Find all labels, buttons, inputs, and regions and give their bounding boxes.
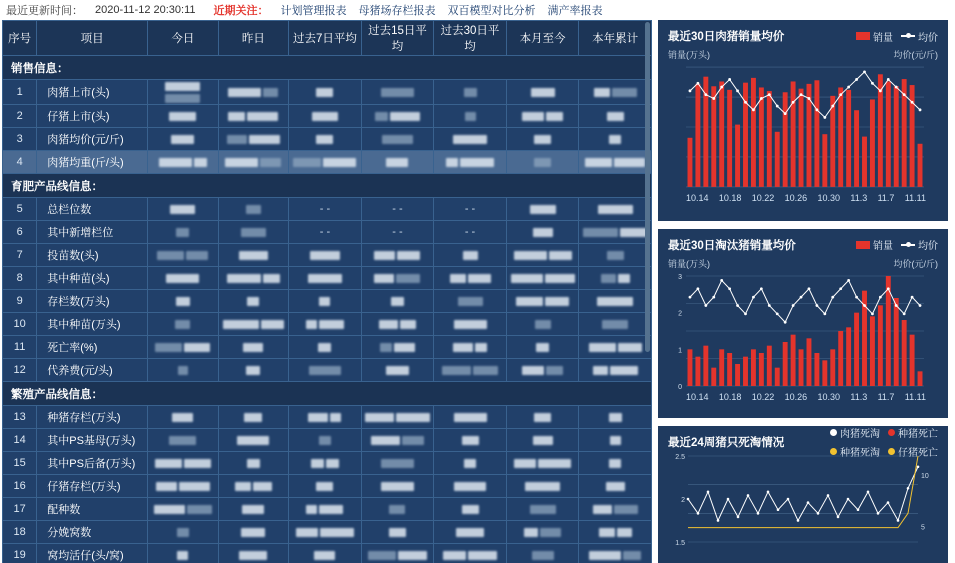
focus-label: 近期关注： (213, 5, 269, 17)
svg-text:2: 2 (678, 310, 682, 318)
row-item-name: 种猪存栏(万头) (37, 406, 148, 429)
link-full-capacity-report[interactable]: 满产率报表 (547, 5, 603, 17)
row-value-cell (218, 406, 289, 429)
update-time-label: 最近更新时间： (6, 5, 83, 17)
svg-text:0: 0 (678, 383, 682, 391)
row-value-cell (148, 290, 219, 313)
row-value-cell (148, 221, 219, 244)
x-tick-label: 10.30 (817, 391, 841, 402)
row-item-name: 配种数 (37, 498, 148, 521)
row-value-cell (218, 105, 289, 128)
legend-line-swatch (901, 35, 915, 37)
col-index: 序号 (3, 21, 37, 56)
legend2-label-volume: 销量 (873, 241, 893, 253)
row-item-name: 分娩窝数 (37, 521, 148, 544)
x-tick-label: 10.30 (817, 193, 841, 203)
row-item-name: 死亡率(%) (37, 336, 148, 359)
row-index: 18 (3, 521, 37, 544)
row-value-cell (148, 267, 219, 290)
row-value-cell (506, 80, 579, 105)
row-value-cell (289, 498, 362, 521)
row-item-name: 代养费(元/头) (37, 359, 148, 382)
charts-column (658, 20, 948, 563)
row-value-cell (361, 151, 434, 174)
col-month-to-date: 本月至今 (506, 21, 579, 56)
chart2-axis-names (668, 257, 938, 270)
row-value-cell (506, 244, 579, 267)
row-item-name: 肉猪上市(头) (37, 80, 148, 105)
indicator-table (2, 20, 652, 563)
legend3-item-fatten-cull[interactable] (830, 426, 880, 440)
legend-item-volume[interactable] (856, 29, 893, 44)
row-value-cell (289, 80, 362, 105)
row-value-cell: - - (289, 221, 362, 244)
row-value-cell (506, 336, 579, 359)
table-row[interactable] (3, 267, 652, 290)
row-value-cell (434, 151, 507, 174)
chart2-xlabels (668, 392, 938, 402)
col-today: 今日 (148, 21, 219, 56)
legend3-dot-red (888, 429, 895, 436)
col-item: 项目 (37, 21, 148, 56)
row-item-name: 其中种苗(头) (37, 267, 148, 290)
table-row[interactable] (3, 429, 652, 452)
col-avg30: 过去30日平均 (434, 21, 507, 56)
row-value-cell (361, 290, 434, 313)
legend2-bar-swatch (856, 241, 870, 249)
row-item-name: 总栏位数 (37, 198, 148, 221)
x-tick-label: 10.26 (784, 193, 808, 203)
row-value-cell (289, 544, 362, 563)
row-value-cell (218, 221, 289, 244)
row-item-name: 其中PS基母(万头) (37, 429, 148, 452)
row-value-cell (434, 406, 507, 429)
legend2-label-price: 均价 (918, 241, 938, 253)
x-tick-label: 11.7 (877, 193, 895, 203)
row-index: 14 (3, 429, 37, 452)
row-value-cell (148, 313, 219, 336)
top-bar (0, 0, 955, 20)
row-value-cell (506, 198, 579, 221)
row-value-cell (289, 267, 362, 290)
row-index: 19 (3, 544, 37, 563)
row-value-cell (218, 128, 289, 151)
row-value-cell (579, 452, 652, 475)
row-value-cell (218, 475, 289, 498)
table-row[interactable] (3, 244, 652, 267)
x-tick-label: 11.7 (877, 391, 895, 402)
table-row[interactable] (3, 336, 652, 359)
row-value-cell (579, 521, 652, 544)
svg-text:5: 5 (921, 524, 925, 532)
row-value-cell (361, 498, 434, 521)
legend2-line-swatch (901, 244, 915, 246)
row-value-cell (289, 105, 362, 128)
row-value-cell (506, 544, 579, 563)
row-value-cell (361, 544, 434, 563)
table-row[interactable] (3, 359, 652, 382)
chart1-xlabels (668, 193, 938, 203)
row-value-cell (506, 221, 579, 244)
row-value-cell (289, 429, 362, 452)
row-value-cell (361, 80, 434, 105)
row-value-cell (506, 452, 579, 475)
row-value-cell (148, 406, 219, 429)
row-value-cell: - - (289, 198, 362, 221)
row-value-cell (148, 498, 219, 521)
chart2-title: 最近30日淘汰猪销量均价 (668, 239, 796, 252)
row-value-cell (148, 128, 219, 151)
row-item-name: 肉猪均价(元/斤) (37, 128, 148, 151)
table-row[interactable] (3, 198, 652, 221)
row-value-cell (506, 313, 579, 336)
x-tick-label: 10.14 (686, 391, 709, 402)
table-body (3, 56, 652, 563)
row-item-name: 存栏数(万头) (37, 290, 148, 313)
x-tick-label: 11.11 (904, 193, 926, 203)
row-index: 15 (3, 452, 37, 475)
chart3-title: 最近24周猪只死淘情况 (668, 437, 785, 450)
chart2-legend (856, 237, 938, 252)
chart-card-cull-sales (658, 229, 948, 418)
update-timestamp: 2020-11-12 20:30:11 (95, 4, 196, 16)
row-value-cell (148, 336, 219, 359)
chart2-ylabel: 销量(万头) (668, 258, 710, 269)
legend-item-price[interactable] (901, 29, 938, 44)
row-value-cell (579, 151, 652, 174)
row-value-cell (579, 475, 652, 498)
row-value-cell (506, 359, 579, 382)
table-section-header (3, 56, 652, 80)
row-value-cell (434, 290, 507, 313)
row-index: 8 (3, 267, 37, 290)
col-avg15: 过去15日平均 (361, 21, 434, 56)
row-value-cell (434, 544, 507, 563)
row-value-cell (579, 105, 652, 128)
table-section-header (3, 382, 652, 406)
row-value-cell (289, 406, 362, 429)
table-row[interactable] (3, 105, 652, 128)
row-value-cell (579, 221, 652, 244)
row-value-cell (579, 544, 652, 563)
table-section-header (3, 174, 652, 198)
row-value-cell (506, 429, 579, 452)
svg-text:1.5: 1.5 (675, 540, 685, 547)
col-yesterday: 昨日 (218, 21, 289, 56)
row-value-cell (218, 267, 289, 290)
row-value-cell (361, 452, 434, 475)
row-item-name: 仔猪上市(头) (37, 105, 148, 128)
row-value-cell (218, 336, 289, 359)
row-value-cell (579, 80, 652, 105)
row-index: 13 (3, 406, 37, 429)
row-value-cell (579, 498, 652, 521)
table-row[interactable] (3, 221, 652, 244)
row-value-cell: - - (434, 198, 507, 221)
row-value-cell (218, 198, 289, 221)
table-row[interactable] (3, 80, 652, 105)
chart1-header (668, 28, 938, 44)
legend-bar-swatch (856, 32, 870, 40)
row-index: 4 (3, 151, 37, 174)
table-row[interactable] (3, 406, 652, 429)
row-value-cell (218, 244, 289, 267)
chart2-header (668, 237, 938, 253)
row-value-cell (434, 359, 507, 382)
row-value-cell (148, 475, 219, 498)
row-value-cell (148, 244, 219, 267)
row-value-cell (361, 267, 434, 290)
row-value-cell: - - (361, 221, 434, 244)
legend2-item-price[interactable] (901, 237, 938, 252)
row-value-cell (218, 151, 289, 174)
row-value-cell (148, 80, 219, 105)
row-index: 9 (3, 290, 37, 313)
row-value-cell (579, 406, 652, 429)
row-value-cell (148, 452, 219, 475)
x-tick-label: 10.18 (718, 391, 742, 402)
row-index: 11 (3, 336, 37, 359)
legend3-label-0: 肉猪死淘 (840, 429, 880, 441)
row-item-name: 其中PS后备(万头) (37, 452, 148, 475)
row-value-cell (289, 128, 362, 151)
legend3-dot-white (830, 429, 837, 436)
row-index: 3 (3, 128, 37, 151)
row-value-cell (289, 521, 362, 544)
row-value-cell (148, 105, 219, 128)
section-title: 销售信息： (3, 56, 652, 80)
row-index: 10 (3, 313, 37, 336)
row-value-cell (434, 475, 507, 498)
table-row[interactable] (3, 521, 652, 544)
row-value-cell (289, 359, 362, 382)
col-avg7: 过去7日平均 (289, 21, 362, 56)
row-value-cell (361, 244, 434, 267)
table-row[interactable] (3, 475, 652, 498)
row-value-cell (579, 244, 652, 267)
table-row[interactable] (3, 452, 652, 475)
table-row[interactable] (3, 128, 652, 151)
row-value-cell (148, 198, 219, 221)
row-value-cell (289, 290, 362, 313)
row-value-cell (506, 498, 579, 521)
row-value-cell (289, 452, 362, 475)
row-value-cell (218, 498, 289, 521)
svg-text:1: 1 (678, 347, 682, 355)
row-value-cell (218, 521, 289, 544)
chart1-y2label: 均价(元/斤) (893, 50, 938, 60)
row-value-cell (361, 105, 434, 128)
row-value-cell (218, 429, 289, 452)
row-value-cell (434, 80, 507, 105)
row-index: 7 (3, 244, 37, 267)
row-value-cell (361, 336, 434, 359)
legend-label-volume: 销量 (873, 32, 893, 44)
table-header-row (3, 21, 652, 56)
chart-card-pig-sales (658, 20, 948, 221)
table-row[interactable] (3, 290, 652, 313)
legend3-label-1: 种猪死淘 (840, 448, 880, 460)
row-index: 16 (3, 475, 37, 498)
row-item-name: 投苗数(头) (37, 244, 148, 267)
chart1-ylabel: 销量(万头) (668, 50, 710, 60)
svg-text:2.5: 2.5 (675, 454, 685, 462)
row-value-cell (218, 359, 289, 382)
x-tick-label: 11.3 (850, 193, 868, 203)
legend-label-price: 均价 (918, 32, 938, 44)
row-value-cell (218, 313, 289, 336)
row-value-cell (434, 498, 507, 521)
x-tick-label: 10.14 (686, 193, 709, 203)
legend2-item-volume[interactable] (856, 237, 893, 252)
chart1-axis-names (668, 48, 938, 61)
chart2-y2label: 均价(元/斤) (893, 258, 938, 269)
row-value-cell (506, 151, 579, 174)
row-value-cell (506, 128, 579, 151)
link-sow-inventory-report[interactable]: 母猪场存栏报表 (358, 5, 436, 17)
row-value-cell (506, 105, 579, 128)
row-value-cell (434, 429, 507, 452)
row-value-cell (361, 406, 434, 429)
x-tick-label: 10.22 (751, 193, 775, 203)
row-value-cell (434, 336, 507, 359)
row-value-cell (434, 105, 507, 128)
row-value-cell (148, 151, 219, 174)
section-title: 繁殖产品线信息： (3, 382, 652, 406)
row-value-cell (148, 429, 219, 452)
row-value-cell (218, 80, 289, 105)
row-value-cell (218, 290, 289, 313)
row-value-cell (361, 521, 434, 544)
row-value-cell (218, 452, 289, 475)
legend3-label-3: 仔猪死亡 (898, 448, 938, 460)
row-value-cell (579, 429, 652, 452)
svg-text:10: 10 (921, 472, 929, 480)
row-value-cell (148, 521, 219, 544)
chart1-title: 最近30日肉猪销量均价 (668, 31, 785, 43)
table-row[interactable] (3, 498, 652, 521)
col-year-to-date: 本年累计 (579, 21, 652, 56)
x-tick-label: 11.3 (850, 391, 868, 402)
link-plan-report[interactable]: 计划管理报表 (280, 5, 347, 17)
row-value-cell: - - (434, 221, 507, 244)
row-value-cell (579, 128, 652, 151)
row-value-cell (579, 290, 652, 313)
row-item-name: 仔猪存栏(万头) (37, 475, 148, 498)
x-tick-label: 11.11 (904, 391, 926, 402)
row-value-cell (434, 244, 507, 267)
table-row[interactable] (3, 544, 652, 563)
row-item-name: 窝均活仔(头/窝) (37, 544, 148, 563)
row-value-cell (506, 521, 579, 544)
row-value-cell (506, 406, 579, 429)
row-value-cell (289, 475, 362, 498)
row-value-cell (579, 313, 652, 336)
chart1-legend (856, 29, 938, 44)
row-item-name: 肉猪均重(斤/头) (37, 151, 148, 174)
row-item-name: 其中新增栏位 (37, 221, 148, 244)
svg-text:2: 2 (681, 497, 685, 505)
row-value-cell (579, 336, 652, 359)
row-index: 1 (3, 80, 37, 105)
data-table-panel[interactable] (2, 20, 652, 563)
x-tick-label: 10.26 (784, 391, 808, 402)
table-row[interactable] (3, 151, 652, 174)
legend3-label-2: 种猪死亡 (898, 429, 938, 441)
row-item-name: 其中种苗(万头) (37, 313, 148, 336)
row-value-cell (506, 290, 579, 313)
section-title: 育肥产品线信息： (3, 174, 652, 198)
chart2-plot[interactable] (668, 270, 938, 392)
x-tick-label: 10.22 (751, 391, 775, 402)
table-scrollbar[interactable] (645, 22, 650, 352)
row-value-cell (506, 267, 579, 290)
row-value-cell (579, 198, 652, 221)
row-value-cell (289, 336, 362, 359)
chart3-plot[interactable] (668, 450, 938, 546)
row-value-cell (361, 359, 434, 382)
row-index: 6 (3, 221, 37, 244)
link-double-hundred-model[interactable]: 双百模型对比分析 (447, 5, 536, 17)
row-index: 12 (3, 359, 37, 382)
chart-card-mortality (658, 426, 948, 563)
row-value-cell (289, 244, 362, 267)
row-value-cell (579, 359, 652, 382)
row-value-cell (361, 128, 434, 151)
row-value-cell (434, 452, 507, 475)
row-value-cell (289, 313, 362, 336)
row-value-cell (289, 151, 362, 174)
row-value-cell (361, 313, 434, 336)
row-value-cell (148, 359, 219, 382)
row-index: 5 (3, 198, 37, 221)
row-value-cell (506, 475, 579, 498)
row-value-cell (579, 267, 652, 290)
row-value-cell: - - (361, 198, 434, 221)
table-row[interactable] (3, 313, 652, 336)
row-value-cell (434, 521, 507, 544)
row-value-cell (148, 544, 219, 563)
legend3-item-breeder-death[interactable] (888, 426, 938, 440)
x-tick-label: 10.18 (718, 193, 742, 203)
svg-text:3: 3 (678, 273, 682, 281)
row-index: 2 (3, 105, 37, 128)
chart1-plot[interactable] (668, 61, 938, 193)
row-index: 17 (3, 498, 37, 521)
row-value-cell (434, 128, 507, 151)
row-value-cell (218, 544, 289, 563)
row-value-cell (434, 313, 507, 336)
row-value-cell (434, 267, 507, 290)
row-value-cell (361, 429, 434, 452)
row-value-cell (361, 475, 434, 498)
